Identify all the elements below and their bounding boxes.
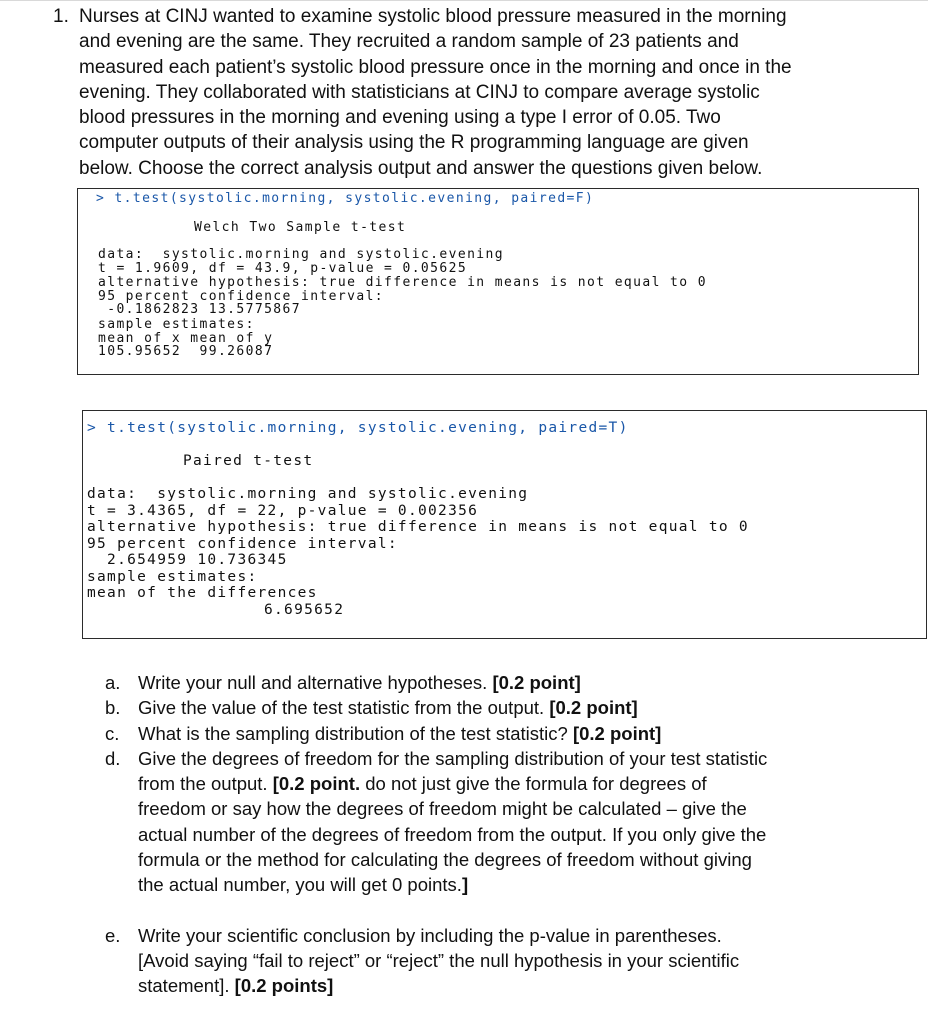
sub-question-d <box>105 746 885 898</box>
estimates-header: mean of the differences <box>87 585 318 601</box>
ci-label: 95 percent confidence interval: <box>87 536 398 552</box>
question-line: evening. They collaborated with statisticians at CINJ to compare average systolic <box>79 81 760 103</box>
sub-question-label: a. <box>105 672 121 693</box>
sub-question-line: Give the value of the test statistic from the output. [0.2 point] <box>138 697 638 719</box>
ci-label: 95 percent confidence interval: <box>98 289 385 304</box>
question-number: 1. <box>53 6 69 27</box>
scroll-tick-mark <box>111 638 115 639</box>
sub-question-line: Give the degrees of freedom for the sampling distribution of your test statistic <box>138 747 768 769</box>
question-line: and evening are the same. They recruited a random sample of 23 patients and <box>79 31 739 53</box>
r-output-welch <box>77 188 919 375</box>
sub-question-line: Write your scientific conclusion by including the p-value in parentheses. <box>138 924 722 946</box>
sub-question-label: c. <box>105 722 120 744</box>
r-command: > t.test(systolic.morning, systolic.evening, paired=F) <box>96 191 595 206</box>
sub-question-c <box>105 721 885 746</box>
question-line: below. Choose the correct analysis output and answer the questions given below. <box>79 157 763 179</box>
estimates-label: sample estimates: <box>87 569 258 585</box>
sub-question-line: What is the sampling distribution of the test statistic? [0.2 point] <box>138 722 662 744</box>
sub-question-line: freedom or say how the degrees of freedom might be calculated – give the <box>138 798 747 820</box>
test-statistic-line: t = 3.4365, df = 22, p-value = 0.002356 <box>87 503 479 519</box>
top-rule <box>0 0 928 1</box>
sub-question-line: from the output. [0.2 point. do not just give the formula for degrees of <box>138 773 707 795</box>
estimates-values: 105.95652 99.26087 <box>98 344 274 359</box>
sub-question-a <box>105 670 885 695</box>
estimates-header: mean of x mean of y <box>98 331 274 346</box>
question-line: Nurses at CINJ wanted to examine systolic blood pressure measured in the morning <box>79 6 787 27</box>
data-line: data: systolic.morning and systolic.evening <box>98 247 504 262</box>
sub-question-e <box>105 923 885 999</box>
estimates-label: sample estimates: <box>98 317 255 332</box>
test-title: Welch Two Sample t-test <box>194 220 407 235</box>
test-title: Paired t-test <box>183 453 314 469</box>
ci-values: -0.1862823 13.5775867 <box>98 302 301 317</box>
r-command: > t.test(systolic.morning, systolic.evening, paired=T) <box>87 420 629 436</box>
alternative-hypothesis-line: alternative hypothesis: true difference in means is not equal to 0 <box>98 275 707 290</box>
question-line: measured each patient’s systolic blood pressure once in the morning and once in the <box>79 56 792 78</box>
alternative-hypothesis-line: alternative hypothesis: true difference in means is not equal to 0 <box>87 519 749 535</box>
data-line: data: systolic.morning and systolic.evening <box>87 486 529 502</box>
sub-question-line: the actual number, you will get 0 points.] <box>138 874 469 896</box>
sub-question-line: formula or the method for calculating the degrees of freedom without giving <box>138 849 752 871</box>
sub-question-line: [Avoid saying “fail to reject” or “reject” the null hypothesis in your scientific <box>138 949 740 971</box>
sub-question-line: statement]. [0.2 points] <box>138 975 334 997</box>
sub-question-label: e. <box>105 924 121 946</box>
sub-question-label: d. <box>105 747 121 769</box>
sub-question-label: b. <box>105 697 121 719</box>
question-line: computer outputs of their analysis using the R programming language are given <box>79 132 749 154</box>
sub-question-line: Write your null and alternative hypotheses. [0.2 point] <box>138 672 581 693</box>
question-text <box>79 4 879 181</box>
question-line: blood pressures in the morning and evening using a type I error of 0.05. Two <box>79 107 721 129</box>
sub-question-b <box>105 695 885 720</box>
r-output-paired <box>82 410 927 639</box>
test-statistic-line: t = 1.9609, df = 43.9, p-value = 0.05625 <box>98 261 468 276</box>
estimates-values: 6.695652 <box>264 602 345 618</box>
ci-values: 2.654959 10.736345 <box>87 552 288 568</box>
sub-questions <box>105 670 885 999</box>
sub-question-line: actual number of the degrees of freedom from the output. If you only give the <box>138 823 767 845</box>
